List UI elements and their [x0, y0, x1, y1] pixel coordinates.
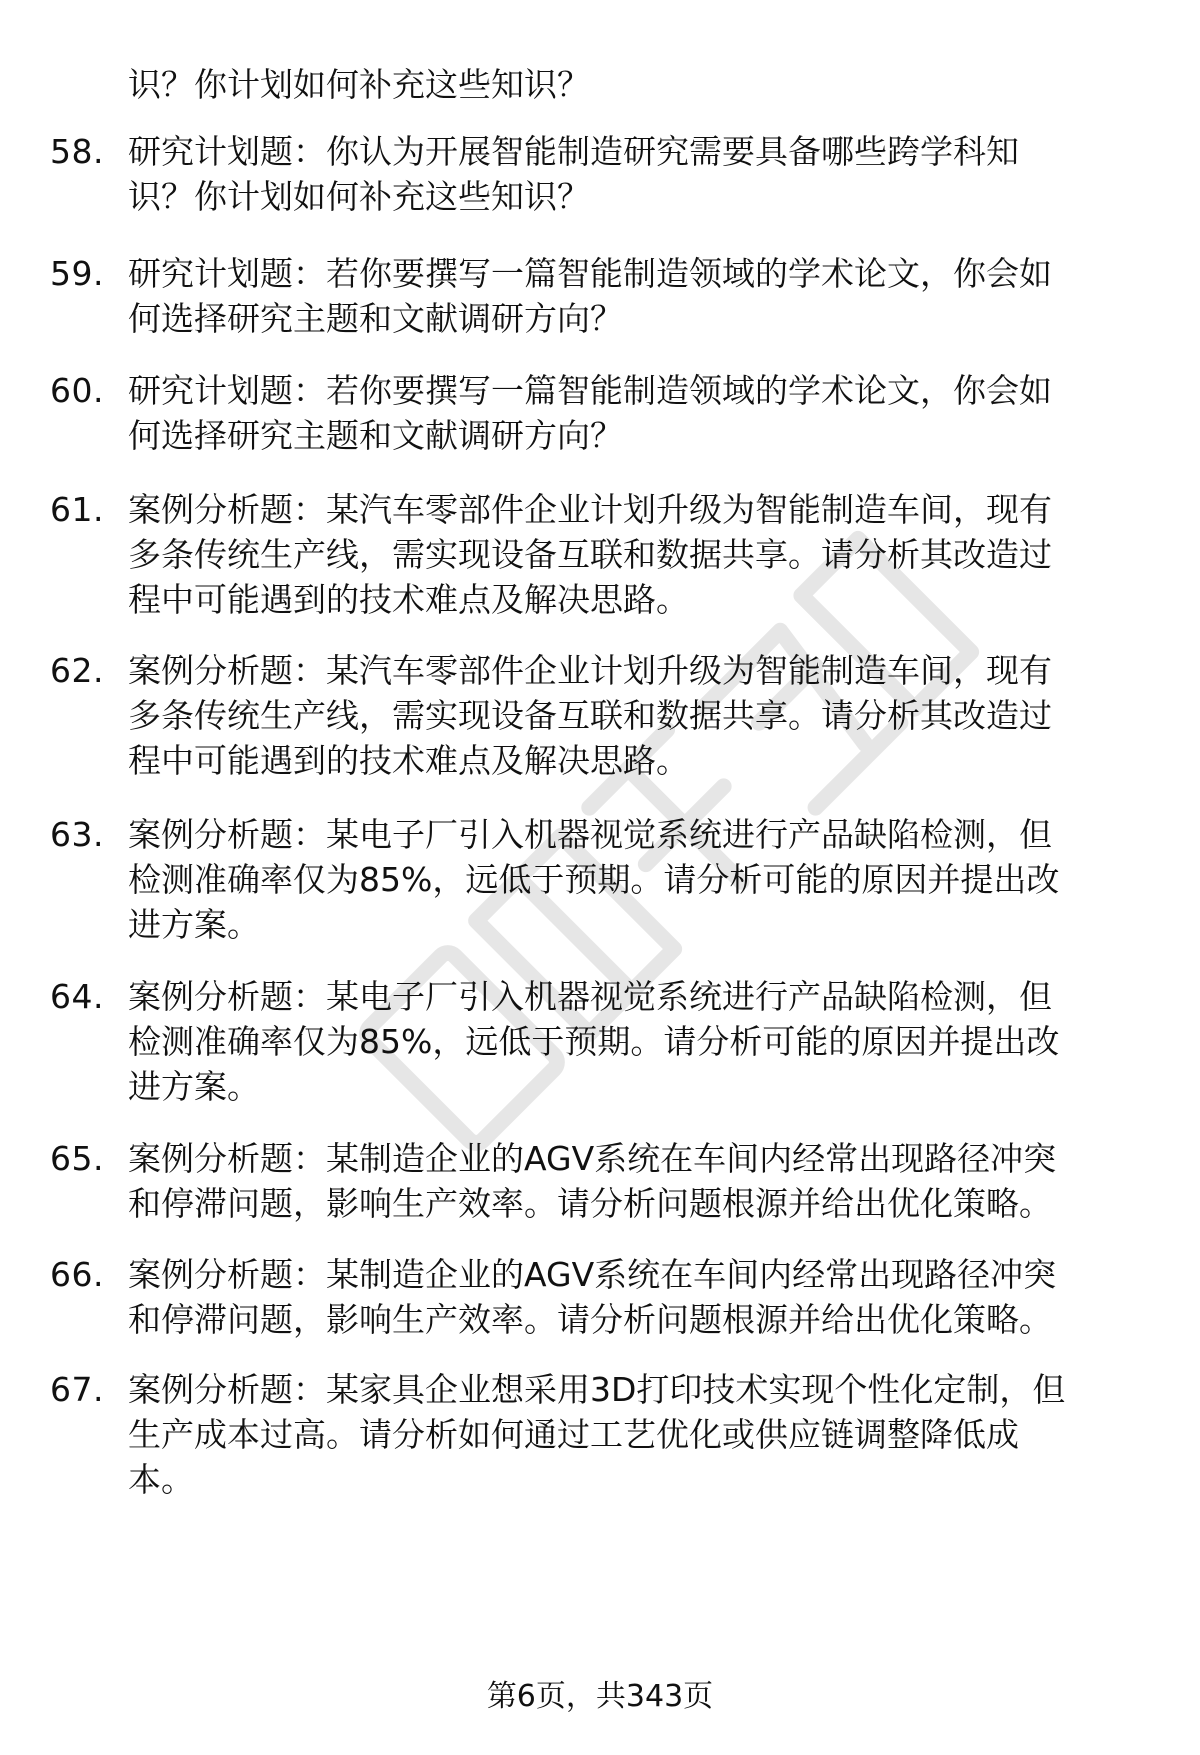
item-line: 研究计划题：你认为开展智能制造研究需要具备哪些跨学科知: [128, 132, 1019, 171]
item-text: [128, 1367, 1160, 1502]
item-line: 案例分析题：某家具企业想采用3D打印技术实现个性化定制，但: [128, 1370, 1066, 1409]
item-number: 60.: [50, 371, 104, 410]
item-line: 案例分析题：某汽车零部件企业计划升级为智能制造车间，现有: [128, 490, 1052, 529]
item-text: [128, 648, 1160, 783]
item-text: [128, 1136, 1160, 1226]
item-line: 研究计划题：若你要撰写一篇智能制造领域的学术论文，你会如: [128, 254, 1052, 293]
item-number: 64.: [50, 977, 104, 1016]
page-footer: 第6页，共343页: [486, 1679, 714, 1714]
item-text: [128, 812, 1160, 947]
item-line: 案例分析题：某制造企业的AGV系统在车间内经常出现路径冲突: [128, 1255, 1057, 1294]
item-number: 58.: [50, 132, 104, 171]
list-item: [50, 648, 1160, 783]
list-item: [50, 251, 1160, 341]
item-text: [128, 1252, 1160, 1342]
item-line: 生产成本过高。请分析如何通过工艺优化或供应链调整降低成: [128, 1415, 1019, 1454]
item-line: 程中可能遇到的技术难点及解决思路。: [128, 741, 689, 780]
list-item: [50, 812, 1160, 947]
continued-text: 识？你计划如何补充这些知识？: [128, 65, 590, 104]
item-line: 案例分析题：某汽车零部件企业计划升级为智能制造车间，现有: [128, 651, 1052, 690]
item-number: 63.: [50, 815, 104, 854]
item-line: 程中可能遇到的技术难点及解决思路。: [128, 580, 689, 619]
list-item: [50, 974, 1160, 1109]
item-number: 66.: [50, 1255, 104, 1294]
item-text: [128, 251, 1160, 341]
item-line: 案例分析题：某电子厂引入机器视觉系统进行产品缺陷检测，但: [128, 815, 1052, 854]
item-line: 案例分析题：某制造企业的AGV系统在车间内经常出现路径冲突: [128, 1139, 1057, 1178]
item-text: [128, 368, 1160, 458]
list-item: [50, 1136, 1160, 1226]
item-line: 多条传统生产线，需实现设备互联和数据共享。请分析其改造过: [128, 535, 1052, 574]
item-text: [128, 974, 1160, 1109]
list-item: [50, 1252, 1160, 1342]
item-number: 59.: [50, 254, 104, 293]
item-text: [128, 129, 1160, 219]
item-line: 案例分析题：某电子厂引入机器视觉系统进行产品缺陷检测，但: [128, 977, 1052, 1016]
item-line: 检测准确率仅为85%，远低于预期。请分析可能的原因并提出改: [128, 1022, 1060, 1061]
item-number: 61.: [50, 490, 104, 529]
item-line: 本。: [128, 1460, 194, 1499]
item-text: [128, 487, 1160, 622]
item-line: 研究计划题：若你要撰写一篇智能制造领域的学术论文，你会如: [128, 371, 1052, 410]
list-item: [50, 1367, 1160, 1502]
item-line: 检测准确率仅为85%，远低于预期。请分析可能的原因并提出改: [128, 860, 1060, 899]
item-number: 62.: [50, 651, 104, 690]
item-line: 进方案。: [128, 905, 260, 944]
item-line: 何选择研究主题和文献调研方向？: [128, 299, 623, 338]
item-number: 65.: [50, 1139, 104, 1178]
item-line: 识？你计划如何补充这些知识？: [128, 177, 590, 216]
item-line: 进方案。: [128, 1067, 260, 1106]
item-line: 多条传统生产线，需实现设备互联和数据共享。请分析其改造过: [128, 696, 1052, 735]
list-item: [50, 487, 1160, 622]
item-line: 和停滞问题，影响生产效率。请分析问题根源并给出优化策略。: [128, 1184, 1052, 1223]
item-line: 和停滞问题，影响生产效率。请分析问题根源并给出优化策略。: [128, 1300, 1052, 1339]
list-item: [50, 368, 1160, 458]
item-number: 67.: [50, 1370, 104, 1409]
list-item: [50, 129, 1160, 219]
item-line: 何选择研究主题和文献调研方向？: [128, 416, 623, 455]
